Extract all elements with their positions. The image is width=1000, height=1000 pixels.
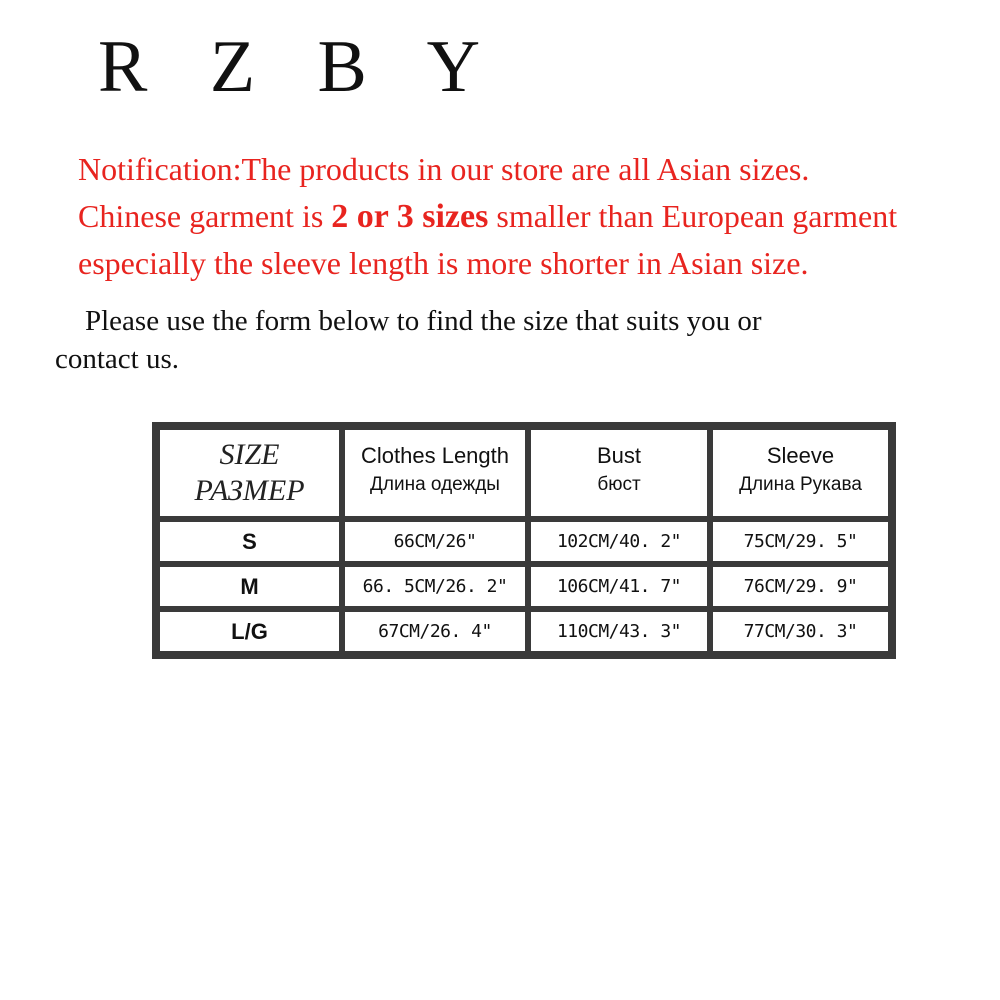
brand-logo: R Z B Y <box>98 26 503 108</box>
clothes-length-cell: 66. 5CM/26. 2" <box>342 564 528 609</box>
clothes-length-cell: 66CM/26" <box>342 519 528 564</box>
notice-line-2-start: Chinese garment is <box>78 198 332 234</box>
bust-cell: 110CM/43. 3" <box>528 609 710 654</box>
size-cell: L/G <box>157 609 342 654</box>
column-header-bust <box>528 427 710 519</box>
column-title: Clothes Length <box>361 443 509 468</box>
size-header-ru: РАЗМЕР <box>194 474 305 507</box>
column-subtitle: бюст <box>597 474 641 495</box>
column-title: Sleeve <box>766 443 835 468</box>
notice-line-2-end: smaller than European garment <box>488 198 898 234</box>
size-cell: S <box>157 519 342 564</box>
size-chart-table <box>152 422 896 659</box>
sleeve-cell: 76CM/29. 9" <box>710 564 891 609</box>
size-notification <box>78 146 988 287</box>
clothes-length-cell: 67CM/26. 4" <box>342 609 528 654</box>
size-header-cell <box>157 427 342 519</box>
size-guide-instructions <box>55 302 955 378</box>
column-subtitle: Длина одежды <box>370 474 500 495</box>
table-row <box>157 564 891 609</box>
notice-line-1: Notification:The products in our store are all Asian sizes. <box>78 151 810 187</box>
bust-cell: 102CM/40. 2" <box>528 519 710 564</box>
table-header-row <box>157 427 891 519</box>
column-header-clothes-length <box>342 427 528 519</box>
table-row <box>157 609 891 654</box>
table-row <box>157 519 891 564</box>
guide-line-2: contact us. <box>55 343 180 375</box>
size-header-en: SIZE <box>219 438 280 471</box>
guide-line-1: Please use the form below to find the size that suits you or <box>85 305 762 337</box>
bust-cell: 106CM/41. 7" <box>528 564 710 609</box>
size-cell: M <box>157 564 342 609</box>
sleeve-cell: 77CM/30. 3" <box>710 609 891 654</box>
column-title: Bust <box>596 443 642 468</box>
notice-emphasis: 2 or 3 sizes <box>331 198 489 235</box>
sleeve-cell: 75CM/29. 5" <box>710 519 891 564</box>
column-subtitle: Длина Рукава <box>739 474 862 495</box>
notice-line-2 <box>78 193 988 240</box>
column-header-sleeve <box>710 427 891 519</box>
notice-line-3: especially the sleeve length is more shorter in Asian size. <box>78 245 809 281</box>
